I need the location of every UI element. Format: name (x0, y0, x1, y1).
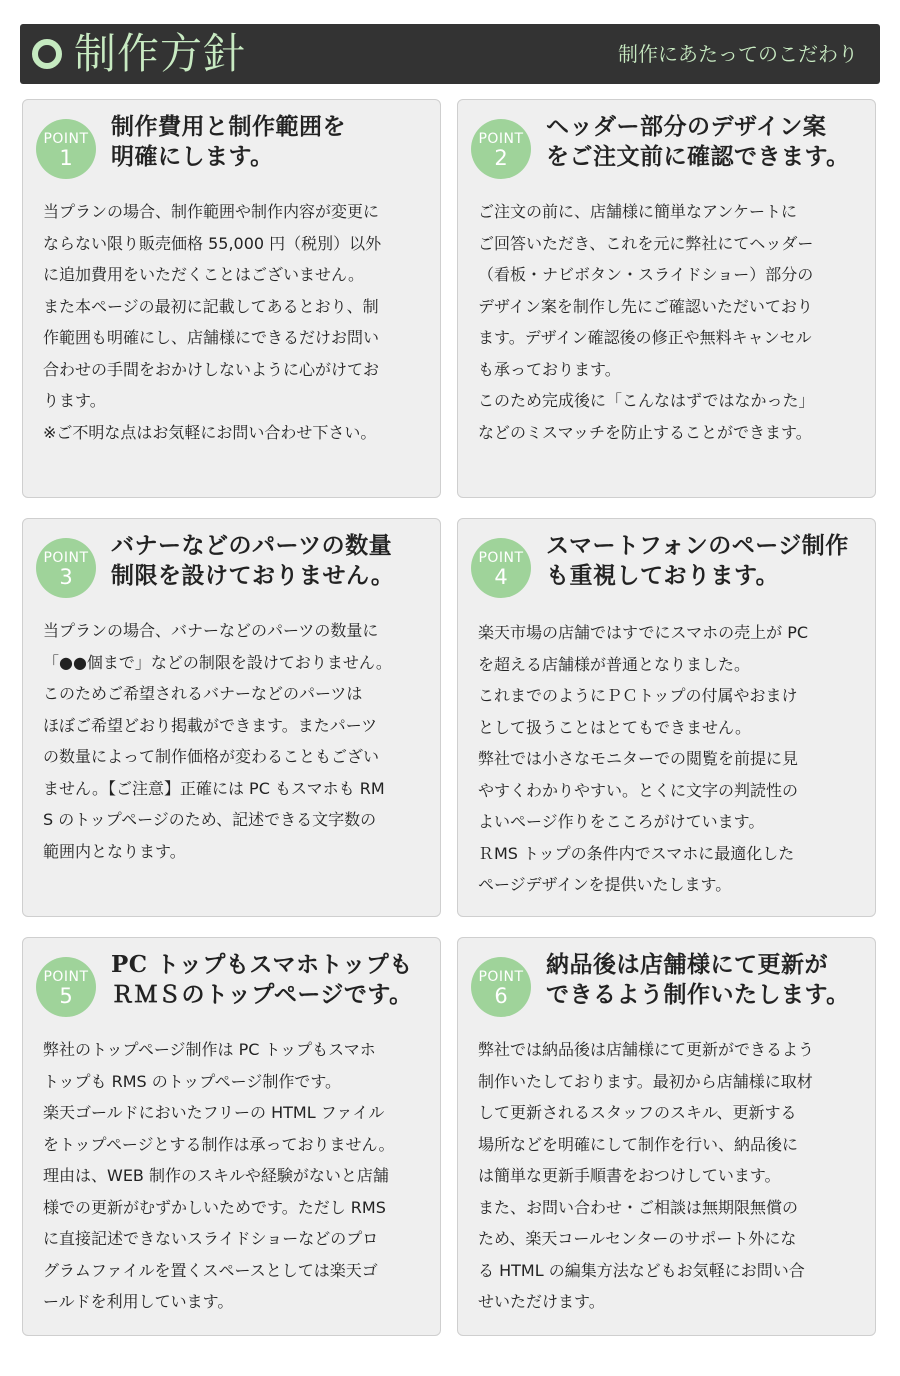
body-line: ールドを利用しています。 (43, 1292, 234, 1311)
body-line: として扱うことはとてもできません。 (478, 717, 751, 737)
body-line: せいただけます。 (478, 1292, 605, 1311)
body-line: ほぼご希望どおり掲載ができます。またパーツ (43, 715, 378, 735)
point-label: POINT (43, 131, 89, 147)
body-line: 弊社のトップページ制作は PC トップもスマホ (43, 1040, 376, 1059)
point-badge (471, 119, 531, 179)
body-line: も承っております。 (478, 359, 621, 379)
point-body (478, 617, 872, 901)
circle-icon (32, 39, 62, 69)
body-line: また、お問い合わせ・ご相談は無期限無償の (478, 1197, 799, 1217)
body-line: ます。デザイン確認後の修正や無料キャンセル (478, 328, 812, 347)
body-line: また本ページの最初に記載してあるとおり、制 (43, 296, 379, 316)
point-body (478, 196, 872, 448)
point-title-line: 明確にします。 (111, 143, 274, 170)
point-label: POINT (43, 969, 89, 985)
point-number: 6 (494, 984, 508, 1008)
point-card-6 (457, 937, 876, 1336)
point-title-line: も重視しております。 (546, 562, 780, 589)
point-badge (36, 538, 96, 598)
point-card-4 (457, 518, 876, 917)
body-line: 楽天市場の店舗ではすでにスマホの売上が PC (478, 623, 809, 642)
body-line: 当プランの場合、制作範囲や制作内容が変更に (43, 202, 380, 221)
body-line: などのミスマッチを防止することができます。 (478, 422, 812, 442)
body-line: ページデザインを提供いたします。 (478, 875, 732, 894)
point-title (546, 950, 870, 1010)
body-line: して更新されるスタッフのスキル、更新する (478, 1103, 797, 1122)
body-line: ご回答いただき、これを元に弊社にてヘッダー (478, 233, 814, 253)
body-line: 楽天ゴールドにおいたフリーの HTML ファイル (43, 1103, 385, 1122)
page-title: 制作方針 (74, 29, 247, 78)
body-line: は簡単な更新手順書をおつけしています。 (478, 1166, 781, 1185)
point-title (546, 112, 870, 172)
body-line: やすくわかりやすい。とくに文字の判読性の (478, 780, 799, 800)
body-line: 弊社では納品後は店舗様にて更新ができるよう (478, 1040, 815, 1059)
point-number: 2 (494, 146, 508, 170)
point-title-line: バナーなどのパーツの数量 (111, 532, 393, 559)
point-title-line: PC トップもスマホトップも (111, 951, 413, 978)
point-number: 4 (494, 565, 508, 589)
body-line: 合わせの手間をおかけしないように心がけてお (43, 359, 380, 379)
point-body (43, 196, 437, 448)
point-title-line: 制作費用と制作範囲を (111, 113, 346, 140)
point-badge (471, 538, 531, 598)
body-line: をトップページとする制作は承っておりません。 (43, 1134, 395, 1154)
body-line: 作範囲も明確にし、店舗様にできるだけお問い (43, 328, 380, 347)
body-line: （看板・ナビボタン・スライドショー）部分の (478, 265, 814, 284)
body-line: グラムファイルを置くスペースとしては楽天ゴ (43, 1260, 378, 1280)
point-number: 1 (59, 146, 73, 170)
body-line: このためご希望されるバナーなどのパーツは (43, 684, 363, 703)
body-line: トップも RMS のトップページ制作です。 (43, 1071, 342, 1091)
body-line: S のトップページのため、記述できる文字数の (43, 810, 377, 829)
section-header (20, 24, 880, 84)
body-line: 範囲内となります。 (43, 841, 186, 861)
body-line: ご注文の前に、店舗様に簡単なアンケートに (478, 202, 798, 221)
point-title (546, 531, 870, 591)
point-number: 5 (59, 984, 73, 1008)
body-line: 理由は、WEB 制作のスキルや経験がないと店舗 (43, 1166, 389, 1185)
body-line: ※ご不明な点はお気軽にお問い合わせ下さい。 (43, 422, 377, 442)
body-line: このため完成後に「こんなはずではなかった」 (478, 391, 815, 410)
point-title (111, 112, 435, 172)
body-line: 場所などを明確にして制作を行い、納品後に (478, 1134, 799, 1154)
point-card-5 (22, 937, 441, 1336)
point-body (43, 615, 437, 867)
body-line: る HTML の編集方法などもお気軽にお問い合 (478, 1260, 805, 1280)
body-line: ります。 (43, 391, 106, 410)
body-line: に追加費用をいただくことはございません。 (43, 265, 364, 284)
point-title-line: ＲＭＳのトップページです。 (111, 981, 413, 1008)
page-subtitle: 制作にあたってのこだわり (618, 42, 858, 66)
body-line: を超える店舗様が普通となりました。 (478, 654, 751, 674)
body-line: ません。【ご注意】正確には PC もスマホも RM (43, 778, 385, 798)
point-badge (36, 957, 96, 1017)
point-title-line: できるよう制作いたします。 (546, 981, 850, 1008)
point-badge (36, 119, 96, 179)
point-label: POINT (478, 969, 524, 985)
body-line: 制作いたしております。最初から店舗様に取材 (478, 1071, 813, 1091)
point-body (43, 1034, 437, 1318)
point-title-line: ヘッダー部分のデザイン案 (546, 113, 827, 140)
point-card-2 (457, 99, 876, 498)
point-badge (471, 957, 531, 1017)
body-line: これまでのようにＰＣトップの付属やおまけ (478, 686, 798, 705)
body-line: ため、楽天コールセンターのサポート外にな (478, 1229, 797, 1248)
point-label: POINT (478, 131, 524, 147)
point-body (478, 1034, 872, 1318)
body-line: よいページ作りをこころがけています。 (478, 812, 765, 831)
body-line: に直接記述できないスライドショーなどのプロ (43, 1229, 379, 1248)
point-label: POINT (43, 550, 89, 566)
point-title (111, 950, 435, 1010)
body-line: の数量によって制作価格が変わることもござい (43, 747, 380, 766)
point-card-1 (22, 99, 441, 498)
point-number: 3 (59, 565, 73, 589)
point-title (111, 531, 435, 591)
body-line: 当プランの場合、バナーなどのパーツの数量に (43, 621, 379, 640)
point-label: POINT (478, 550, 524, 566)
body-line: 「●●個まで」などの制限を設けておりません。 (43, 652, 392, 672)
body-line: 様での更新がむずかしいためです。ただし RMS (43, 1197, 386, 1217)
point-title-line: 制限を設けておりません。 (111, 562, 395, 589)
body-line: 弊社では小さなモニターでの閲覧を前提に見 (478, 749, 799, 768)
body-line: デザイン案を制作し先にご確認いただいており (478, 296, 813, 316)
point-title-line: 納品後は店舗様にて更新が (546, 951, 828, 978)
body-line: ＲMS トップの条件内でスマホに最適化した (478, 843, 795, 863)
point-title-line: をご注文前に確認できます。 (546, 143, 850, 170)
body-line: ならない限り販売価格 55,000 円（税別）以外 (43, 233, 382, 253)
point-title-line: スマートフォンのページ制作 (546, 532, 849, 559)
point-card-3 (22, 518, 441, 917)
